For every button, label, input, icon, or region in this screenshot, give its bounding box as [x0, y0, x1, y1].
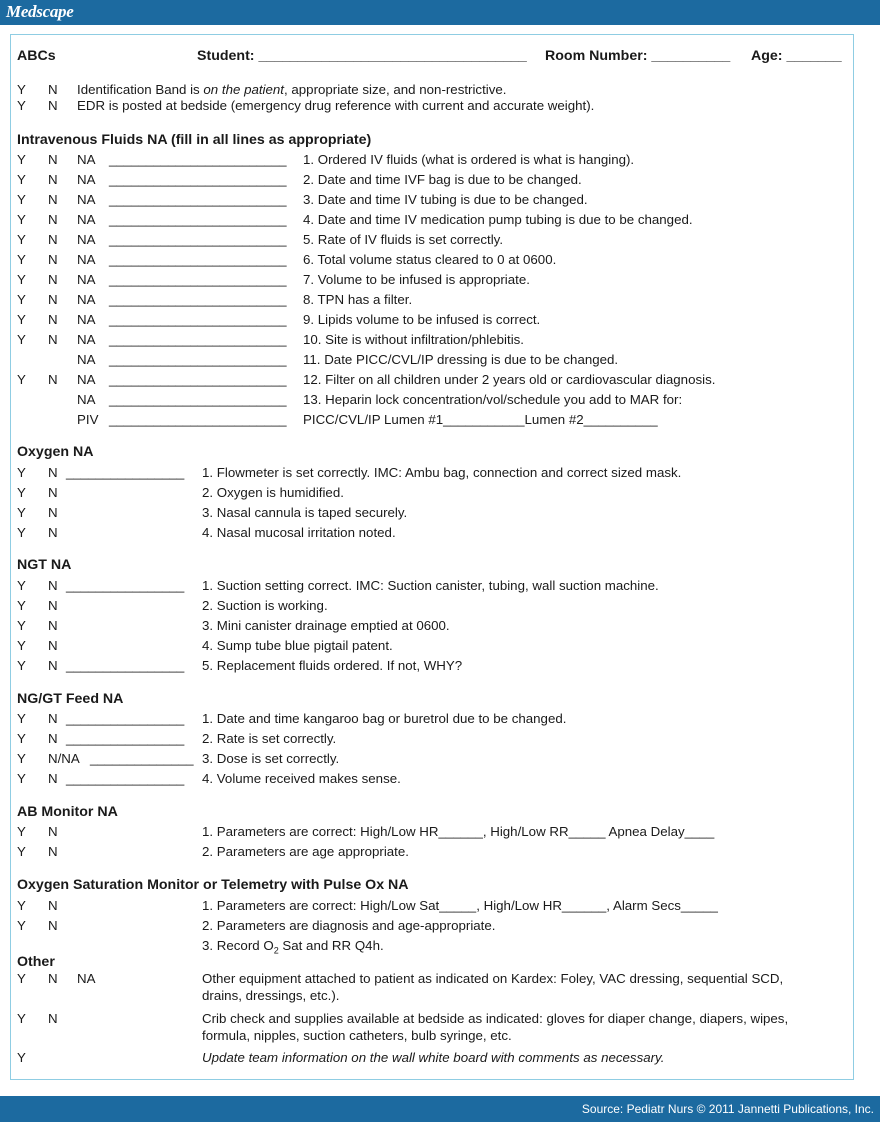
option-na[interactable]: NA: [77, 272, 96, 287]
id-band-text-post: , appropriate size, and non-restrictive.: [284, 82, 507, 97]
fill-in-blank[interactable]: ________________________: [109, 352, 287, 367]
fill-in-blank[interactable]: ________________________: [109, 172, 287, 187]
option-no[interactable]: N: [48, 731, 58, 746]
fill-in-blank[interactable]: ________________________: [109, 332, 287, 347]
medscape-logo: Medscape: [6, 2, 74, 21]
fill-in-blank[interactable]: ________________________: [109, 252, 287, 267]
option-yes[interactable]: Y: [17, 918, 26, 933]
crib-text-line2: formula, nipples, suction catheters, bulb syringe, etc.: [202, 1028, 512, 1043]
option-no[interactable]: N: [48, 711, 58, 726]
item-text: 1. Parameters are correct: High/Low Sat_____, High/Low HR______, Alarm Secs_____: [202, 898, 718, 913]
option-no[interactable]: N: [48, 638, 58, 653]
option-no[interactable]: N: [48, 918, 58, 933]
option-yes[interactable]: Y: [17, 485, 26, 500]
option-yes[interactable]: Y: [17, 212, 26, 227]
item-text: 7. Volume to be infused is appropriate.: [303, 272, 530, 287]
fill-in-blank[interactable]: ________________________: [109, 412, 287, 427]
item-text: 4. Volume received makes sense.: [202, 771, 401, 786]
option-no[interactable]: N: [48, 598, 58, 613]
fill-in-blank[interactable]: ________________________: [109, 192, 287, 207]
source-credit: Source: Pediatr Nurs © 2011 Jannetti Publications, Inc.: [581, 1102, 874, 1116]
option-yes[interactable]: Y: [17, 272, 26, 287]
option-yes[interactable]: Y: [17, 751, 26, 766]
option-no[interactable]: N: [48, 252, 58, 267]
id-band-text: [77, 82, 506, 98]
crib-text-line1: Crib check and supplies available at bedside as indicated: gloves for diaper change, diapers, wipes,: [202, 1011, 789, 1026]
fill-in-blank[interactable]: ________________: [66, 711, 185, 726]
item-text: 10. Site is without infiltration/phlebitis.: [303, 332, 524, 347]
fill-in-blank[interactable]: ________________________: [109, 232, 287, 247]
fill-in-blank[interactable]: ________________: [66, 771, 185, 786]
item-text: 12. Filter on all children under 2 years old or cardiovascular diagnosis.: [303, 372, 716, 387]
item-text: 1. Suction setting correct. IMC: Suction canister, tubing, wall suction machine.: [202, 578, 659, 593]
fill-in-blank[interactable]: ________________: [66, 465, 185, 480]
item-text: 1. Parameters are correct: High/Low HR______, High/Low RR_____ Apnea Delay____: [202, 824, 715, 839]
option-yes[interactable]: Y: [17, 372, 26, 387]
feed-heading: NG/GT Feed NA: [17, 691, 124, 707]
option-no[interactable]: N: [48, 292, 58, 307]
item-text: 2. Rate is set correctly.: [202, 731, 337, 746]
item-text: 4. Sump tube blue pigtail patent.: [202, 638, 393, 653]
option-yes[interactable]: Y: [17, 98, 26, 113]
option-yes[interactable]: Y: [17, 332, 26, 347]
option-yes[interactable]: Y: [17, 638, 26, 653]
option-yes[interactable]: Y: [17, 312, 26, 327]
record-sub: 2: [273, 945, 279, 956]
option-yes[interactable]: Y: [17, 525, 26, 540]
other-heading: Other: [17, 954, 55, 970]
option-yes[interactable]: Y: [17, 824, 26, 839]
option-yes[interactable]: Y: [17, 898, 26, 913]
item-text: 9. Lipids volume to be infused is correct.: [303, 312, 541, 327]
option-no[interactable]: N: [48, 844, 58, 859]
sat-monitor-heading: Oxygen Saturation Monitor or Telemetry with Pulse Ox NA: [17, 877, 409, 893]
id-band-text-pre: Identification Band is: [77, 82, 204, 97]
option-no[interactable]: N: [48, 272, 58, 287]
option-yes[interactable]: Y: [17, 771, 26, 786]
item-text: 3. Nasal cannula is taped securely.: [202, 505, 408, 520]
option-yes[interactable]: Y: [17, 711, 26, 726]
record-pre: 3. Record O: [202, 938, 274, 953]
option-no[interactable]: N: [48, 152, 58, 167]
option-na[interactable]: NA: [77, 332, 96, 347]
item-text: PICC/CVL/IP Lumen #1___________Lumen #2__________: [303, 412, 658, 427]
item-text: 2. Suction is working.: [202, 598, 328, 613]
option-na[interactable]: NA: [77, 152, 96, 167]
fill-in-blank[interactable]: ________________________: [109, 212, 287, 227]
abcs-heading: ABCs: [17, 48, 56, 64]
item-text: 2. Date and time IVF bag is due to be changed.: [303, 172, 582, 187]
equipment-text-line2: drains, dressings, etc.).: [202, 988, 340, 1003]
fill-in-blank[interactable]: ________________: [66, 731, 185, 746]
option-na[interactable]: NA: [77, 252, 96, 267]
option-yes[interactable]: Y: [17, 465, 26, 480]
fill-in-blank[interactable]: ________________________: [109, 272, 287, 287]
option-yes[interactable]: Y: [17, 1050, 26, 1065]
option-na[interactable]: NA: [77, 372, 96, 387]
fill-in-blank[interactable]: ________________________: [109, 292, 287, 307]
bottom-banner: [0, 1096, 880, 1122]
option-yes[interactable]: Y: [17, 232, 26, 247]
option-na[interactable]: NA: [77, 971, 96, 986]
option-no[interactable]: N: [48, 82, 58, 97]
iv-heading: Intravenous Fluids NA (fill in all lines as appropriate): [17, 132, 372, 148]
item-text: 2. Oxygen is humidified.: [202, 485, 344, 500]
item-text: 6. Total volume status cleared to 0 at 0600.: [303, 252, 557, 267]
option-yes[interactable]: Y: [17, 844, 26, 859]
item-text: 3. Date and time IV tubing is due to be changed.: [303, 192, 588, 207]
option-na[interactable]: PIV: [77, 412, 99, 427]
equipment-text-line1: Other equipment attached to patient as indicated on Kardex: Foley, VAC dressing, sequential SCD,: [202, 971, 784, 986]
option-yes[interactable]: Y: [17, 618, 26, 633]
option-no[interactable]: N: [48, 372, 58, 387]
option-na[interactable]: NA: [77, 312, 96, 327]
item-text: 5. Rate of IV fluids is set correctly.: [303, 232, 504, 247]
option-yes[interactable]: Y: [17, 82, 26, 97]
ngt-heading: NGT NA: [17, 557, 72, 573]
item-text: 1. Date and time kangaroo bag or buretrol due to be changed.: [202, 711, 567, 726]
fill-in-blank[interactable]: ________________: [66, 578, 185, 593]
item-text: 8. TPN has a filter.: [303, 292, 413, 307]
item-text: 2. Parameters are age appropriate.: [202, 844, 409, 859]
option-no[interactable]: N: [48, 578, 58, 593]
option-yes[interactable]: Y: [17, 598, 26, 613]
option-yes[interactable]: Y: [17, 505, 26, 520]
option-no[interactable]: N: [48, 332, 58, 347]
student-field[interactable]: Student: __________________________________: [197, 48, 527, 64]
option-no[interactable]: N: [48, 618, 58, 633]
option-na[interactable]: NA: [77, 392, 96, 407]
option-no[interactable]: N: [48, 658, 58, 673]
option-yes[interactable]: Y: [17, 152, 26, 167]
room-number-field[interactable]: Room Number: __________: [545, 48, 731, 64]
update-text: Update team information on the wall white board with comments as necessary.: [202, 1050, 665, 1065]
option-yes[interactable]: Y: [17, 971, 26, 986]
option-no[interactable]: N: [48, 1011, 58, 1026]
option-na[interactable]: NA: [77, 232, 96, 247]
option-na[interactable]: NA: [77, 212, 96, 227]
edr-text: EDR is posted at bedside (emergency drug reference with current and accurate weight).: [77, 98, 595, 113]
item-text: 1. Flowmeter is set correctly. IMC: Ambu bag, connection and correct sized mask.: [202, 465, 682, 480]
item-text: 4. Date and time IV medication pump tubing is due to be changed.: [303, 212, 693, 227]
option-yes[interactable]: Y: [17, 731, 26, 746]
option-no[interactable]: N: [48, 312, 58, 327]
fill-in-blank[interactable]: ________________________: [109, 372, 287, 387]
record-o2-text: [202, 938, 384, 954]
fill-in-blank[interactable]: ________________________: [109, 152, 287, 167]
option-no[interactable]: N: [48, 525, 58, 540]
top-banner: [0, 0, 880, 25]
option-no[interactable]: N: [48, 505, 58, 520]
option-no[interactable]: N: [48, 192, 58, 207]
option-no[interactable]: N: [48, 824, 58, 839]
option-na[interactable]: NA: [77, 352, 96, 367]
option-no[interactable]: N: [48, 898, 58, 913]
option-yes[interactable]: Y: [17, 292, 26, 307]
option-na[interactable]: NA: [77, 292, 96, 307]
option-yes[interactable]: Y: [17, 252, 26, 267]
record-post: Sat and RR Q4h.: [278, 938, 384, 953]
oxygen-heading: Oxygen NA: [17, 444, 94, 460]
option-no[interactable]: N: [48, 172, 58, 187]
option-no[interactable]: N: [48, 485, 58, 500]
fill-in-blank[interactable]: ________________________: [109, 392, 287, 407]
item-text: 3. Dose is set correctly.: [202, 751, 340, 766]
option-no[interactable]: N: [48, 771, 58, 786]
option-no[interactable]: N/NA: [48, 751, 80, 766]
option-no[interactable]: N: [48, 98, 58, 113]
option-na[interactable]: NA: [77, 172, 96, 187]
option-no[interactable]: N: [48, 465, 58, 480]
item-text: 2. Parameters are diagnosis and age-appropriate.: [202, 918, 496, 933]
option-yes[interactable]: Y: [17, 578, 26, 593]
item-text: 4. Nasal mucosal irritation noted.: [202, 525, 396, 540]
item-text: 13. Heparin lock concentration/vol/schedule you add to MAR for:: [303, 392, 683, 407]
option-no[interactable]: N: [48, 971, 58, 986]
id-band-text-emph: on the patient: [203, 82, 284, 97]
option-yes[interactable]: Y: [17, 172, 26, 187]
ab-monitor-heading: AB Monitor NA: [17, 804, 118, 820]
item-text: 1. Ordered IV fluids (what is ordered is what is hanging).: [303, 152, 635, 167]
option-no[interactable]: N: [48, 232, 58, 247]
fill-in-blank[interactable]: ______________: [90, 751, 194, 766]
item-text: 11. Date PICC/CVL/IP dressing is due to be changed.: [303, 352, 619, 367]
fill-in-blank[interactable]: ________________________: [109, 312, 287, 327]
option-yes[interactable]: Y: [17, 658, 26, 673]
age-field[interactable]: Age: _______: [751, 48, 842, 64]
option-yes[interactable]: Y: [17, 1011, 26, 1026]
fill-in-blank[interactable]: ________________: [66, 658, 185, 673]
option-no[interactable]: N: [48, 212, 58, 227]
item-text: 3. Mini canister drainage emptied at 0600.: [202, 618, 450, 633]
item-text: 5. Replacement fluids ordered. If not, WHY?: [202, 658, 463, 673]
option-yes[interactable]: Y: [17, 192, 26, 207]
option-na[interactable]: NA: [77, 192, 96, 207]
